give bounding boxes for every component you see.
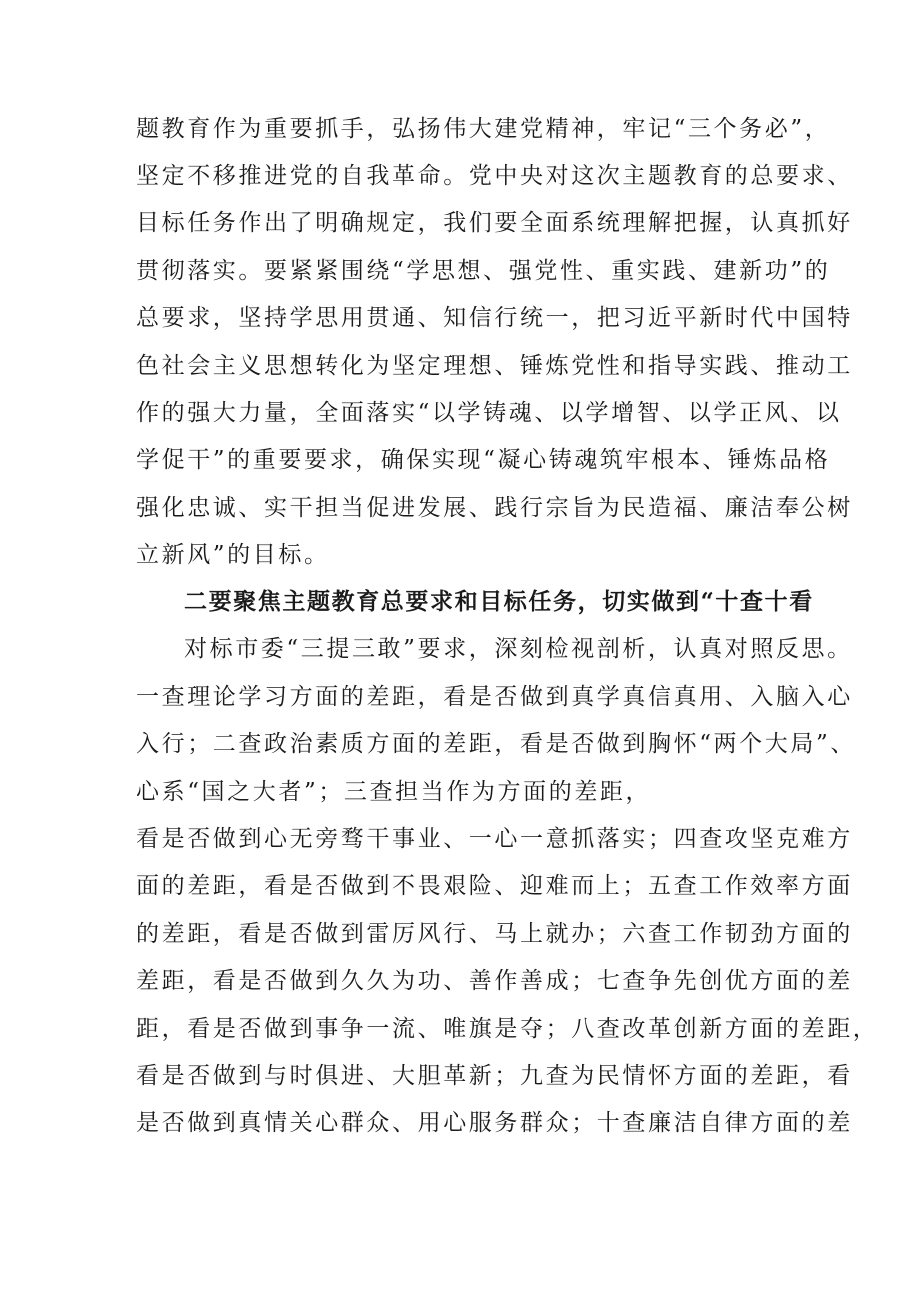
paragraph-1-line-8: 学促干”的重要要求，确保实现“凝心铸魂筑牢根本、锤炼品格	[136, 447, 831, 473]
paragraph-2-line-9: 距，看是否做到事争一流、唯旗是夺；八查改革创新方面的差距，	[136, 1016, 879, 1042]
paragraph-2-line-3: 入行；二查政治素质方面的差距，看是否做到胸怀“两个大局”、	[136, 731, 856, 757]
paragraph-2-line-5: 看是否做到心无旁骛干事业、一心一意抓落实；四查攻坚克难方	[136, 826, 853, 852]
paragraph-2-line-4: 心系“国之大者”；三查担当作为方面的差距，	[136, 779, 652, 805]
paragraph-2-line-10: 看是否做到与时俱进、大胆革新；九查为民情怀方面的差距，看	[136, 1063, 853, 1089]
paragraph-2-line-8: 差距，看是否做到久久为功、善作善成；七查争先创优方面的差	[136, 968, 853, 994]
paragraph-1-line-7: 作的强大力量，全面落实“以学铸魂、以学增智、以学正风、以	[136, 400, 842, 426]
paragraph-2-line-11: 是否做到真情关心群众、用心服务群众；十查廉洁自律方面的差	[136, 1110, 853, 1136]
paragraph-1-line-2: 坚定不移推进党的自我革命。党中央对这次主题教育的总要求、	[136, 163, 853, 189]
paragraph-2-line-7: 的差距，看是否做到雷厉风行、马上就办；六查工作韧劲方面的	[136, 921, 853, 947]
paragraph-1-line-3: 目标任务作出了明确规定，我们要全面系统理解把握，认真抓好	[136, 210, 853, 236]
paragraph-1-line-4: 贯彻落实。要紧紧围绕“学思想、强党性、重实践、建新功”的	[136, 258, 831, 284]
paragraph-1-line-10: 立新风”的目标。	[136, 542, 330, 568]
paragraph-2-line-6: 面的差距，看是否做到不畏艰险、迎难而上；五查工作效率方面	[136, 873, 853, 899]
paragraph-1-line-1: 题教育作为重要抓手，弘扬伟大建党精神，牢记“三个务必”，	[136, 116, 831, 142]
paragraph-2-line-1: 对标市委“三提三敢”要求，深刻检视剖析，认真对照反思。	[184, 636, 853, 662]
paragraph-1-line-5: 总要求，坚持学思用贯通、知信行统一，把习近平新时代中国特	[136, 305, 853, 331]
paragraph-2-line-2: 一查理论学习方面的差距，看是否做到真学真信真用、入脑入心	[136, 684, 853, 710]
paragraph-1-line-9: 强化忠诚、实干担当促进发展、践行宗旨为民造福、廉洁奉公树	[136, 495, 853, 521]
paragraph-1-line-6: 色社会主义思想转化为坚定理想、锤炼党性和指导实践、推动工	[136, 353, 853, 379]
section-heading: 二要聚焦主题教育总要求和目标任务，切实做到“十查十看	[184, 588, 814, 615]
